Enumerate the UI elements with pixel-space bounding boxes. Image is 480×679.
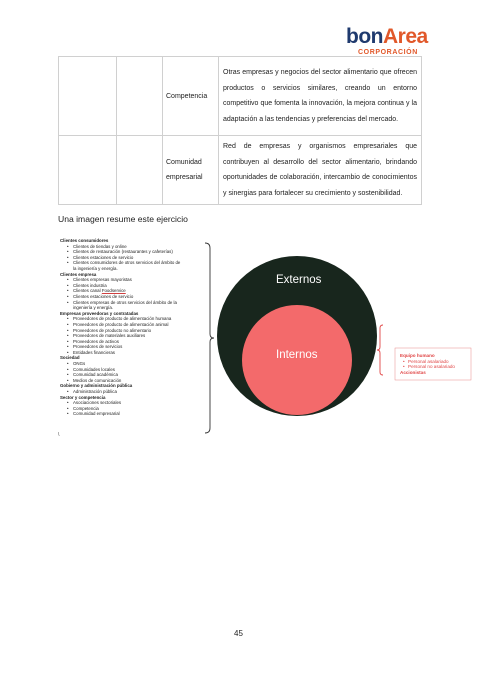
stakeholder-item: ingeniería y energía. xyxy=(73,305,114,311)
inner-circle-label: Internos xyxy=(276,349,318,361)
stakeholder-item: • Entidades financieras xyxy=(60,350,210,356)
logo-brand-part2: Area xyxy=(382,25,428,48)
stakeholder-item: • Clientes canal Foodservice xyxy=(60,288,210,294)
stakeholder-category: Empresas proveedoras y contratadas xyxy=(60,310,139,316)
internal-list-item: • Personal no asalariado xyxy=(400,364,455,370)
stakeholder-category: Clientes consumidores xyxy=(60,238,109,243)
internal-list-item: • Personal asalariado xyxy=(400,359,455,365)
underlined-word: Foodservice xyxy=(101,288,126,294)
stakeholder-item: • Comunidad empresarial xyxy=(60,411,210,417)
outer-circle-label: Externos xyxy=(276,274,322,286)
stakeholder-item: • Administración pública xyxy=(60,389,210,395)
table-row-description: Otras empresas y negocios del sector alimentario que ofrecen productos o servicios similares, creando un entorno competitivo que fomenta la innovación, la mejora continua y la adaptación a las tendencias y preferencias del mercado. xyxy=(219,57,422,136)
internal-heading-equipo: Equipo humano xyxy=(400,353,435,358)
stakeholder-item: • Proveedores de materiales auxiliares xyxy=(60,333,210,339)
stakeholder-item: • Proveedores de producto no alimentario xyxy=(60,328,210,334)
right-brace xyxy=(377,325,383,375)
left-brace xyxy=(205,243,214,433)
stakeholder-item: • Clientes empresas mayoristas xyxy=(60,277,210,283)
stakeholder-item: • Proveedores de producto de alimentación humana xyxy=(60,316,210,322)
stakeholder-item: • Clientes empresas de otros servicios del ámbito de la xyxy=(60,300,210,306)
internal-stakeholder-list xyxy=(400,353,455,376)
stray-mark: \ xyxy=(58,432,60,438)
stakeholder-category: Sector y competencia xyxy=(60,394,106,400)
stakeholder-item: la ingeniería y energía. xyxy=(73,265,118,271)
logo-subtitle: CORPORACIÓN xyxy=(358,49,418,56)
stakeholder-item: • Proveedores de servicios xyxy=(60,344,210,350)
stakeholder-item: • Clientes estaciones de servicio xyxy=(60,294,210,300)
page-number: 45 xyxy=(234,629,243,638)
stakeholder-item: • Asociaciones sectoriales xyxy=(60,400,210,406)
table-row-label: Comunidad empresarial xyxy=(163,136,219,205)
stakeholder-item: • Competencia xyxy=(60,406,210,412)
stakeholder-category: Clientes empresa xyxy=(60,271,97,277)
intro-text: Una imagen resume este ejercicio xyxy=(58,214,188,224)
stakeholder-item: • Clientes industria xyxy=(60,283,210,289)
stakeholder-item: • Medios de comunicación xyxy=(60,378,210,384)
stakeholder-category: Sociedad xyxy=(60,355,80,361)
stakeholder-item: • Clientes de restauración (restaurantes y cafeterías) xyxy=(60,249,210,255)
stakeholder-item: • Comunidad académica xyxy=(60,372,210,378)
stakeholder-item: • Proveedores de producto de alimentación animal xyxy=(60,322,210,328)
stakeholder-item: • Clientes de tiendas y online xyxy=(60,244,210,250)
stakeholder-category: Gobierno y administración pública xyxy=(60,383,133,389)
table-row-label: Competencia xyxy=(163,57,219,136)
stakeholder-item: • Proveedores de activos xyxy=(60,339,210,345)
internal-heading-accionistas: Accionistas xyxy=(400,370,426,376)
logo-brand-part1: bon xyxy=(346,25,383,48)
table-row-description: Red de empresas y organismos empresariales que contribuyen al desarrollo del sector alimentario, brindando oportunidades de colaboración, intercambio de conocimientos y sinergias para fortalecer su crecimiento y sostenibilidad. xyxy=(219,136,422,205)
stakeholder-item: • Clientes estaciones de servicio xyxy=(60,255,210,261)
stakeholder-item: • Comunidades locales xyxy=(60,367,210,373)
stakeholder-item: • Clientes consumidores de otros servicios del ámbito de xyxy=(60,260,210,266)
stakeholder-item: • ONGs xyxy=(60,361,210,367)
